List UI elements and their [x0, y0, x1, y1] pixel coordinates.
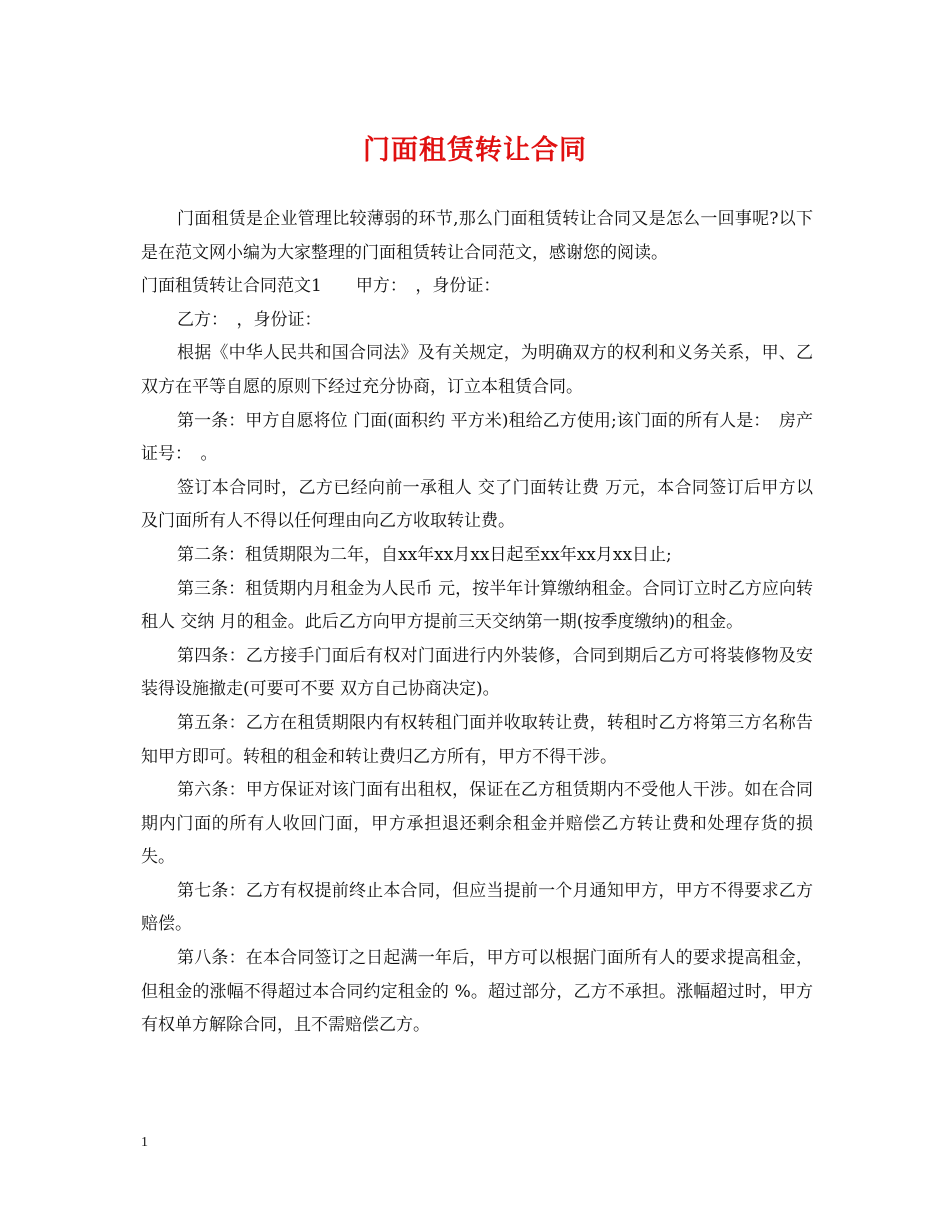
paragraph-party-a: 门面租赁转让合同范文1 甲方： ，身份证：: [141, 276, 501, 297]
paragraph-transfer-fee: 签订本合同时，乙方已经向前一承租人 交了门面转让费 万元，本合同签订后甲方以及门面所有人不得以任何理由向乙方收取转让费。: [141, 477, 813, 532]
document-body: [141, 203, 813, 1043]
paragraph-basis: 根据《中华人民共和国合同法》及有关规定，为明确双方的权利和义务关系，甲、乙双方在平等自愿的原则下经过充分协商，订立本租赁合同。: [141, 343, 813, 397]
paragraph-intro: 门面租赁是企业管理比较薄弱的环节,那么门面租赁转让合同又是怎么一回事呢?以下是在范文网小编为大家整理的门面租赁转让合同范文，感谢您的阅读。: [141, 209, 813, 263]
page-number: 1: [141, 1135, 148, 1150]
document-title: 门面租赁转让合同: [363, 135, 587, 166]
paragraph-article-2: 第二条：租赁期限为二年，自xx年xx月xx日起至xx年xx月xx日止;: [177, 544, 672, 565]
paragraph-party-b: 乙方： ，身份证：: [177, 309, 322, 330]
paragraph-article-6: 第六条：甲方保证对该门面有出租权，保证在乙方租赁期内不受他人干涉。如在合同期内门面的所有人收回门面，甲方承担退还剩余租金并赔偿乙方转让费和处理存货的损失。: [141, 780, 813, 868]
paragraph-article-7: 第七条：乙方有权提前终止本合同，但应当提前一个月通知甲方，甲方不得要求乙方赔偿。: [141, 880, 813, 935]
paragraph-article-5: 第五条：乙方在租赁期限内有权转租门面并收取转让费，转租时乙方将第三方名称告知甲方即可。转租的租金和转让费归乙方所有，甲方不得干涉。: [141, 712, 813, 767]
paragraph-article-4: 第四条：乙方接手门面后有权对门面进行内外装修，合同到期后乙方可将装修物及安装得设施撤走(可要可不要 双方自己协商决定)。: [141, 645, 813, 700]
paragraph-article-3: 第三条：租赁期内月租金为人民币 元，按半年计算缴纳租金。合同订立时乙方应向转租人 交纳 月的租金。此后乙方向甲方提前三天交纳第一期(按季度缴纳)的租金。: [141, 578, 813, 633]
paragraph-article-8: 第八条：在本合同签订之日起满一年后，甲方可以根据门面所有人的要求提高租金，但租金的涨幅不得超过本合同约定租金的 %。超过部分，乙方不承担。涨幅超过时，甲方有权单方解除合同，且不需赔偿乙方。: [141, 948, 813, 1036]
paragraph-article-1: 第一条：甲方自愿将位 门面(面积约 平方米)租给乙方使用;该门面的所有人是： 房产证号： 。: [141, 410, 813, 465]
